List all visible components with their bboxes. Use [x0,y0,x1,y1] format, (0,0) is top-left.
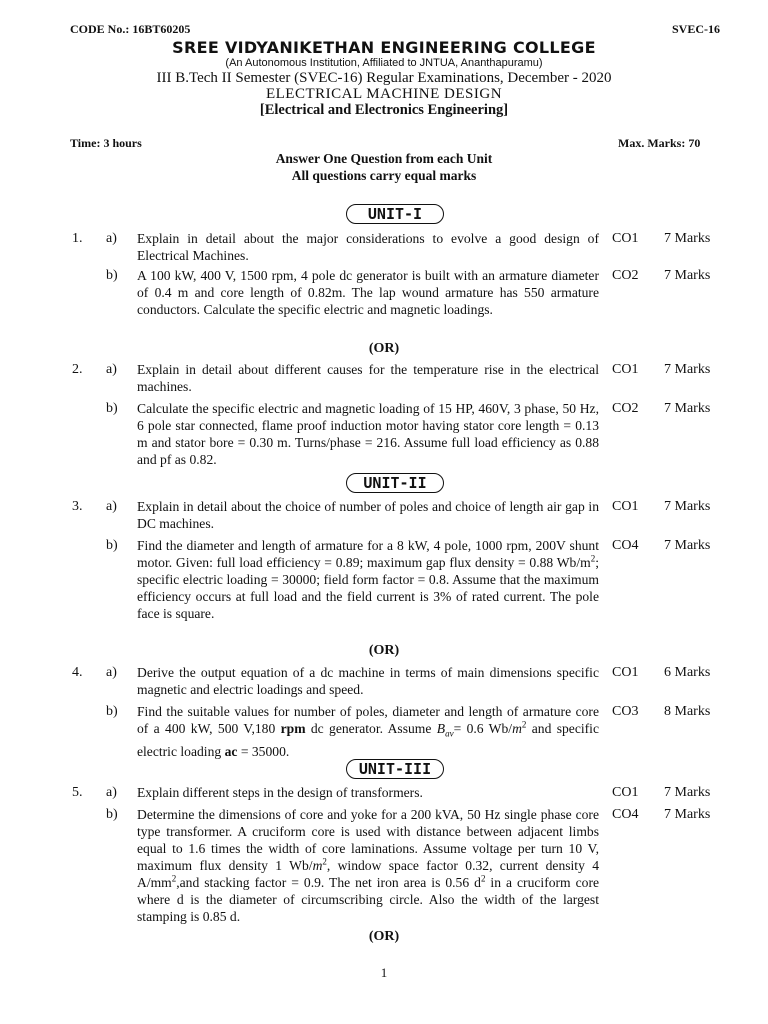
branch-name: [Electrical and Electronics Engineering] [259,102,509,118]
question-text: A 100 kW, 400 V, 1500 rpm, 4 pole dc generator is built with an armature diameter of 0.4 m and core length of 0.82m. The lap wound armature has 550 armature conductors. Calculate the specific electric and magnetic loadings. [137,268,599,317]
superscript: 2 [480,873,486,884]
instruction-line-1: Answer One Question from each Unit [275,151,493,166]
marks: 7 Marks [664,499,711,514]
marks: 7 Marks [664,785,711,800]
subquestion-label: a) [106,785,117,800]
marks: 7 Marks [664,231,711,246]
subquestion-label: b) [106,807,118,822]
superscript: 2 [171,873,177,884]
question-text: Calculate the specific electric and magnetic loading of 15 HP, 460V, 3 phase, 50 Hz, 6 pole star connected, flame proof induction motor having stator core length = 0.13 m and stator bore = 0.30 m. Turns/phase = 216. Assume full load efficiency as 0.88 and pf as 0.82. [137,401,599,467]
superscript: 2 [322,856,327,867]
question-number: 3. [72,499,83,514]
subquestion-label: a) [106,362,117,377]
max-marks: Max. Marks: 70 [618,136,701,150]
question-text-part: dc generator. Assume [305,721,437,736]
question-text-part: in a cruciform core where d is the diameter of circumscribing circle. Also the width of the largest stamping is 0.85 d. [137,875,600,924]
rpm-unit: rpm [280,721,306,736]
marks: 8 Marks [664,704,711,719]
or-separator: (OR) [368,643,400,658]
question-text: Explain in detail about the choice of number of poles and choice of length air gap in DC machines. [137,499,599,531]
subquestion-label: a) [106,665,117,680]
marks: 7 Marks [664,538,711,553]
question-text [137,703,599,760]
course-outcome: CO2 [612,401,639,416]
bav-letter: B [436,721,446,736]
question-text-part: , window space factor 0.32, current density 4 A/mm [137,858,599,890]
question-text: Explain different steps in the design of transformers. [137,785,423,800]
subquestion-label: a) [106,499,117,514]
unit-3-heading: UNIT-III [346,759,444,779]
course-name: ELECTRICAL MACHINE DESIGN [265,86,503,102]
course-outcome: CO3 [612,704,639,719]
question-text-part: Find the diameter and length of armature for a 8 kW, 4 pole, 1000 rpm, 200V shunt motor. Given: full load efficiency = 0.89; maximum gap flux density = 0.88 Wb/m [137,538,599,570]
exam-title: III B.Tech II Semester (SVEC-16) Regular Examinations, December - 2020 [156,70,612,86]
question-text-part: and specific electric loading [137,721,599,759]
unit-m: m [512,721,522,736]
page-number: 1 [380,965,388,980]
superscript: 2 [590,553,596,564]
course-outcome: CO4 [612,538,639,553]
subquestion-label: b) [106,538,118,553]
question-text: Explain in detail about the major considerations to evolve a good design of Electrical Machines. [137,231,599,263]
question-text: Derive the output equation of a dc machine in terms of main dimensions specific magnetic and electric loadings and speed. [137,665,599,697]
regulation-code: SVEC-16 [672,22,721,36]
marks: 7 Marks [664,401,711,416]
bav-subscript: av [445,728,454,739]
superscript: 2 [521,719,527,730]
question-number: 2. [72,362,83,377]
instruction-line-2: All questions carry equal marks [291,168,477,183]
or-separator: (OR) [368,929,400,944]
or-separator: (OR) [368,341,400,356]
question-text [137,806,599,925]
ac-symbol: ac [224,743,238,759]
marks: 6 Marks [664,665,711,680]
question-number: 4. [72,665,83,680]
question-text-part: ; specific electric loading = 30000; field form factor = 0.8. Assume that the maximum efficiency occurs at full load and the field current is 3% of rated current. The pole face is square. [137,555,599,621]
question-text: Explain in detail about different causes for the temperature rise in the electrical machines. [137,362,599,394]
subquestion-label: a) [106,231,117,246]
code-number: CODE No.: 16BT60205 [70,22,191,36]
unit-m: m [312,858,323,873]
question-number: 5. [72,785,83,800]
unit-1-heading: UNIT-I [346,204,444,224]
unit-2-heading: UNIT-II [346,473,444,493]
question-text-part: = 35000. [237,743,290,759]
course-outcome: CO2 [612,268,639,283]
question-text-part: ,and stacking factor = 0.9. The net iron area is 0.56 d [176,875,481,890]
course-outcome: CO4 [612,807,639,822]
marks: 7 Marks [664,807,711,822]
subquestion-label: b) [106,704,118,719]
course-outcome: CO1 [612,665,639,680]
marks: 7 Marks [664,362,711,377]
exam-duration: Time: 3 hours [70,136,142,150]
question-text [137,537,599,622]
bav-symbol [436,721,454,739]
course-outcome: CO1 [612,231,639,246]
subquestion-label: b) [106,401,118,416]
question-text-part: Determine the dimensions of core and yoke for a 200 kVA, 50 Hz single phase core type transformer. A cruciform core is used with distance between adjacent limbs equal to 1.6 times the width of core laminations. Assume voltage per turn 10 V, maximum flux density 1 Wb/ [137,807,599,873]
course-outcome: CO1 [612,785,639,800]
college-affiliation: (An Autonomous Institution, Affiliated to JNTUA, Ananthapuramu) [225,57,543,69]
subquestion-label: b) [106,268,118,283]
question-text-part: Find the suitable values for number of poles, diameter and length of armature core of a 400 kW, 500 V,180 [137,704,599,736]
marks: 7 Marks [664,268,711,283]
course-outcome: CO1 [612,362,639,377]
question-number: 1. [72,231,83,246]
course-outcome: CO1 [612,499,639,514]
question-text-part: = 0.6 Wb/ [453,721,513,736]
college-name: SREE VIDYANIKETHAN ENGINEERING COLLEGE [172,38,596,57]
